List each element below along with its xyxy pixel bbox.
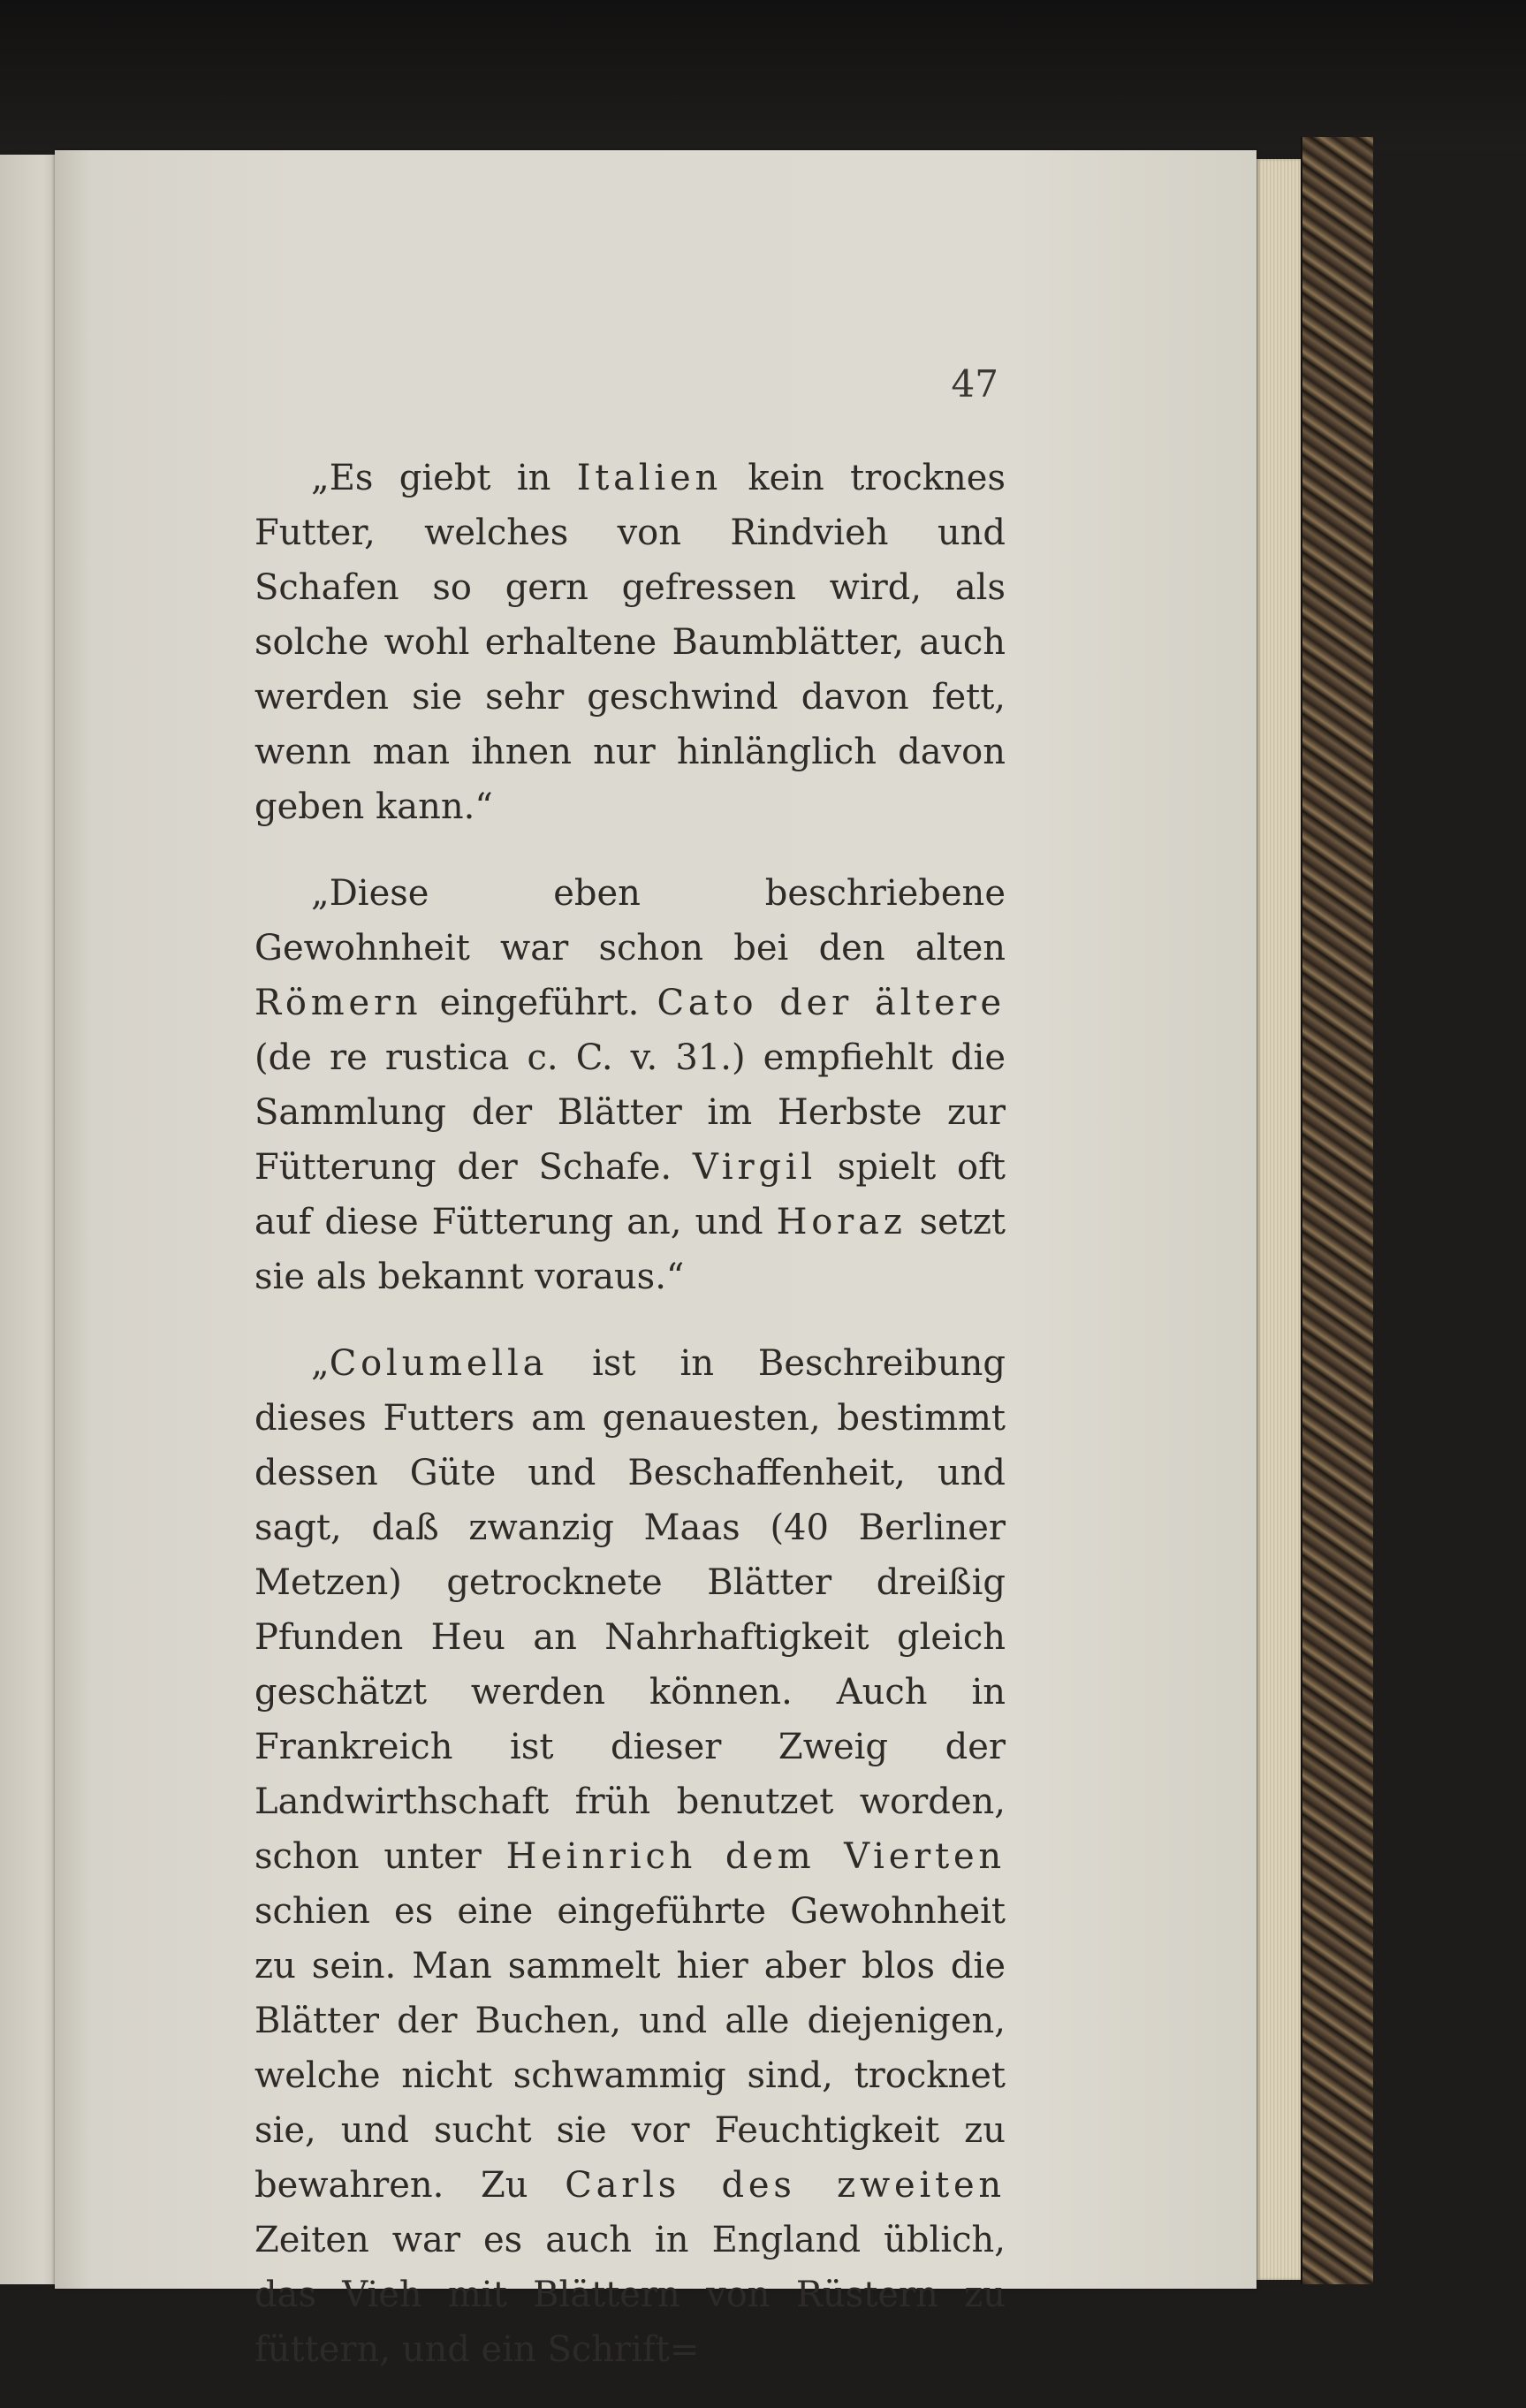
text-run: Zeiten war es auch in England üblich, das Vieh mit Blättern von Rüstern zu füttern, und ein Schrift= [254, 2220, 1006, 2370]
text-run: ist in Beschreibung dieses Futters am genauesten, bestimmt dessen Güte und Beschaffenheit, und sagt, daß zwanzig Maas (40 Berliner Metzen) getrocknete Blätter dreißig Pfunden Heu an Nahrhaftigkeit gleich geschätzt werden können. Auch in Frankreich ist dieser Zweig der Landwirthschaft früh benutzet worden, schon unter [254, 1343, 1006, 1877]
emphasized-name: Carls des zweiten [565, 2165, 1006, 2206]
text-run: kein trocknes Futter, welches von Rindvieh und Schafen so gern gefressen wird, als solche wohl erhaltene Baumblätter, auch werden sie sehr geschwind davon fett, wenn man ihnen nur hinlänglich davon geben kann.“ [254, 458, 1006, 827]
emphasized-name: Virgil [692, 1147, 817, 1188]
emphasized-name: Römern [254, 983, 422, 1023]
text-run: „ [311, 1343, 330, 1384]
emphasized-name: Heinrich dem Vierten [505, 1836, 1006, 1877]
emphasized-name: Cato der ältere [657, 983, 1006, 1023]
text-run: setzt sie als bekannt voraus.“ [254, 1202, 1006, 1297]
text-run: (de re rustica c. C. v. 31.) empfiehlt die Sammlung der Blätter im Herbste zur Fütterung der Schafe. [254, 1037, 1006, 1188]
emphasized-name: Italien [576, 458, 723, 498]
facing-page-edge [0, 155, 62, 2284]
emphasized-name: Columella [329, 1343, 549, 1384]
page-text [254, 451, 1006, 2377]
page-number: 47 [951, 362, 998, 406]
text-run: spielt oft auf diese Fütterung an, und [254, 1147, 1006, 1242]
paragraph-2 [254, 866, 1006, 1304]
text-run: eingeführt. [421, 983, 657, 1023]
emphasized-name: Horaz [776, 1202, 907, 1242]
page-fore-edge [1256, 159, 1301, 2280]
paragraph-1 [254, 451, 1006, 834]
text-run: „Es giebt in [311, 458, 577, 498]
paragraph-3 [254, 1336, 1006, 2377]
text-run: „Diese eben beschriebene Gewohnheit war schon bei den alten [254, 873, 1006, 969]
text-run: schien es eine eingeführte Gewohnheit zu sein. Man sammelt hier aber blos die Blätter der Buchen, und alle diejenigen, welche nicht schwammig sind, trocknet sie, und sucht sie vor Feuchtigkeit zu bewahren. Zu [254, 1891, 1006, 2206]
marbled-cover [1301, 137, 1373, 2284]
background-top [0, 0, 1526, 150]
